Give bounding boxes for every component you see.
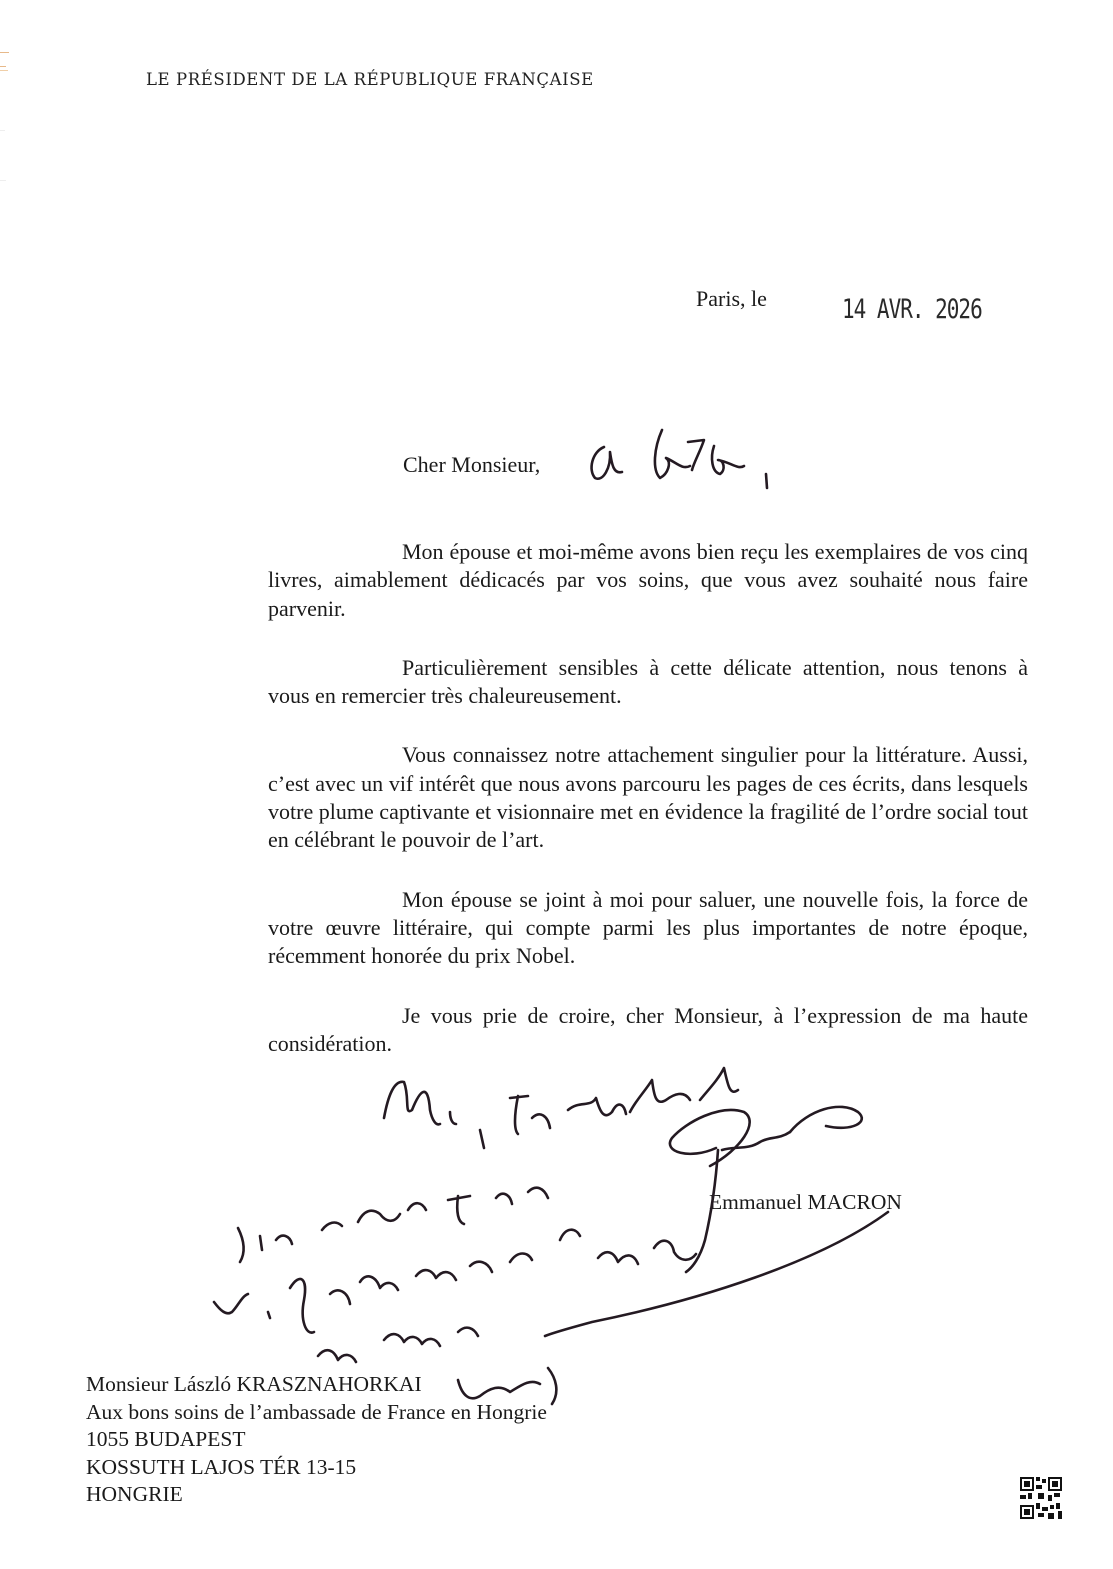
salutation: Cher Monsieur, bbox=[403, 452, 541, 477]
paragraph: Particulièrement sensibles à cette délicate attention, nous tenons à vous en remercier très chaleureusement. bbox=[268, 654, 1028, 709]
letter-body bbox=[268, 538, 1028, 1089]
paragraph: Je vous prie de croire, cher Monsieur, à l’expression de ma haute considération. bbox=[268, 1002, 1028, 1056]
paragraph: Mon épouse se joint à moi pour saluer, une nouvelle fois, la force de votre œuvre littéraire, qui compte parmi les plus importantes de notre époque, récemment honorée du prix Nobel. bbox=[268, 886, 1028, 969]
handwritten-salutation bbox=[592, 430, 767, 488]
address-line: 1055 BUDAPEST bbox=[86, 1427, 246, 1452]
address-line: HONGRIE bbox=[86, 1482, 183, 1507]
paragraph: Mon épouse et moi-même avons bien reçu les exemplaires de vos cinq livres, aimablement dédicacés par vos soins, que vous avez souhaité nous faire parvenir. bbox=[268, 539, 1028, 621]
date-stamp: 14 AVR. 2026 bbox=[842, 294, 982, 324]
dateline-place: Paris, le bbox=[696, 286, 767, 311]
paragraph: Vous connaissez notre attachement singulier pour la littérature. Aussi, c’est avec un vif intérêt que nous avons parcouru les pages de ces écrits, dans lesquels votre plume captivante et visionnaire met en évidence la fragilité de l’ordre social tout en célébrant le pouvoir de l’art. bbox=[268, 742, 1028, 853]
letterhead: LE PRÉSIDENT DE LA RÉPUBLIQUE FRANÇAISE bbox=[146, 70, 594, 89]
handwritten-note bbox=[214, 1068, 738, 1404]
scan-edge-marks bbox=[0, 30, 10, 230]
address-line: Aux bons soins de l’ambassade de France en Hongrie bbox=[86, 1399, 547, 1424]
signer-name: Emmanuel MACRON bbox=[709, 1190, 902, 1214]
recipient-address bbox=[86, 1371, 547, 1509]
signature bbox=[545, 1107, 888, 1336]
address-line: Monsieur László KRASZNAHORKAI bbox=[86, 1372, 422, 1396]
qr-code bbox=[1020, 1477, 1062, 1519]
address-line: KOSSUTH LAJOS TÉR 13-15 bbox=[86, 1454, 357, 1479]
